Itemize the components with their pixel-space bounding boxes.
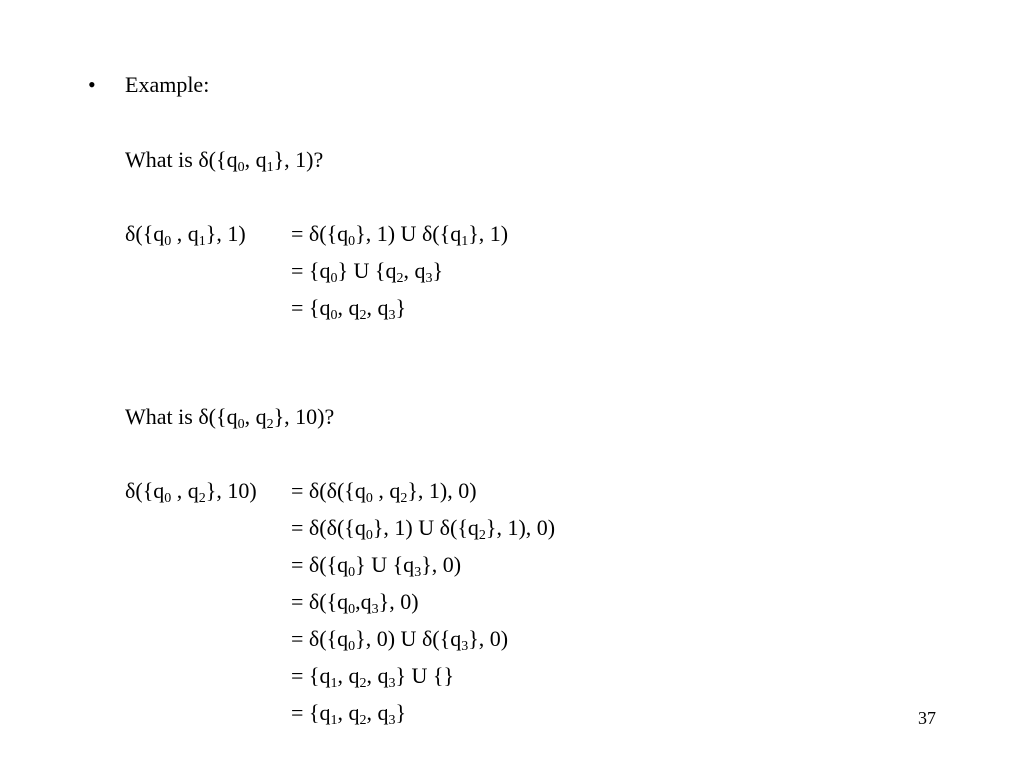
q1-step: = $\{q_0\}$ U {$q_2$, $q_3$} — [291, 258, 444, 286]
slide-number: 37 — [918, 708, 936, 728]
q2-step: = $\delta(\delta(\{q_0\}$, 1) U $\delta(\{q_2\}$, 1), 0) — [291, 515, 556, 543]
q2-step: = $\delta(\{q_0\}$ U $\{q_3\}$, 0) — [291, 552, 462, 580]
q1-step: = {$q_0$, $q_2$, $q_3$} — [291, 295, 407, 323]
q2-step: = {$q_1$, $q_2$, $q_3$} U {} — [291, 663, 455, 691]
bullet-marker: • — [88, 72, 96, 97]
q2-step: = {$q_1$, $q_2$, $q_3$} — [291, 700, 407, 728]
q2-lhs: $\delta(\{q_0$ , $q_2$}, 10) — [125, 478, 257, 506]
q2-step: = $\delta(\{q_0,q_3\}$, 0) — [291, 589, 419, 617]
q2-step: = $\delta(\delta(\{q_0$ , $q_2$}, 1), 0) — [291, 478, 477, 506]
question-2: What is $\delta(\{q_0$, $q_2$}, 10)? — [125, 404, 335, 432]
q2-step: = $\delta(\{q_0\}$, 0) U $\delta(\{q_3\}$, 0) — [291, 626, 509, 654]
q1-lhs: $\delta(\{q_0$ , $q_1$}, 1) — [125, 221, 246, 249]
question-1: What is $\delta(\{q_0$, $q_1$}, 1)? — [125, 147, 324, 175]
q1-step: = $\delta(\{q_0\}$, 1) U $\delta(\{q_1\}$, 1) — [291, 221, 509, 249]
example-heading: Example: — [125, 72, 210, 97]
